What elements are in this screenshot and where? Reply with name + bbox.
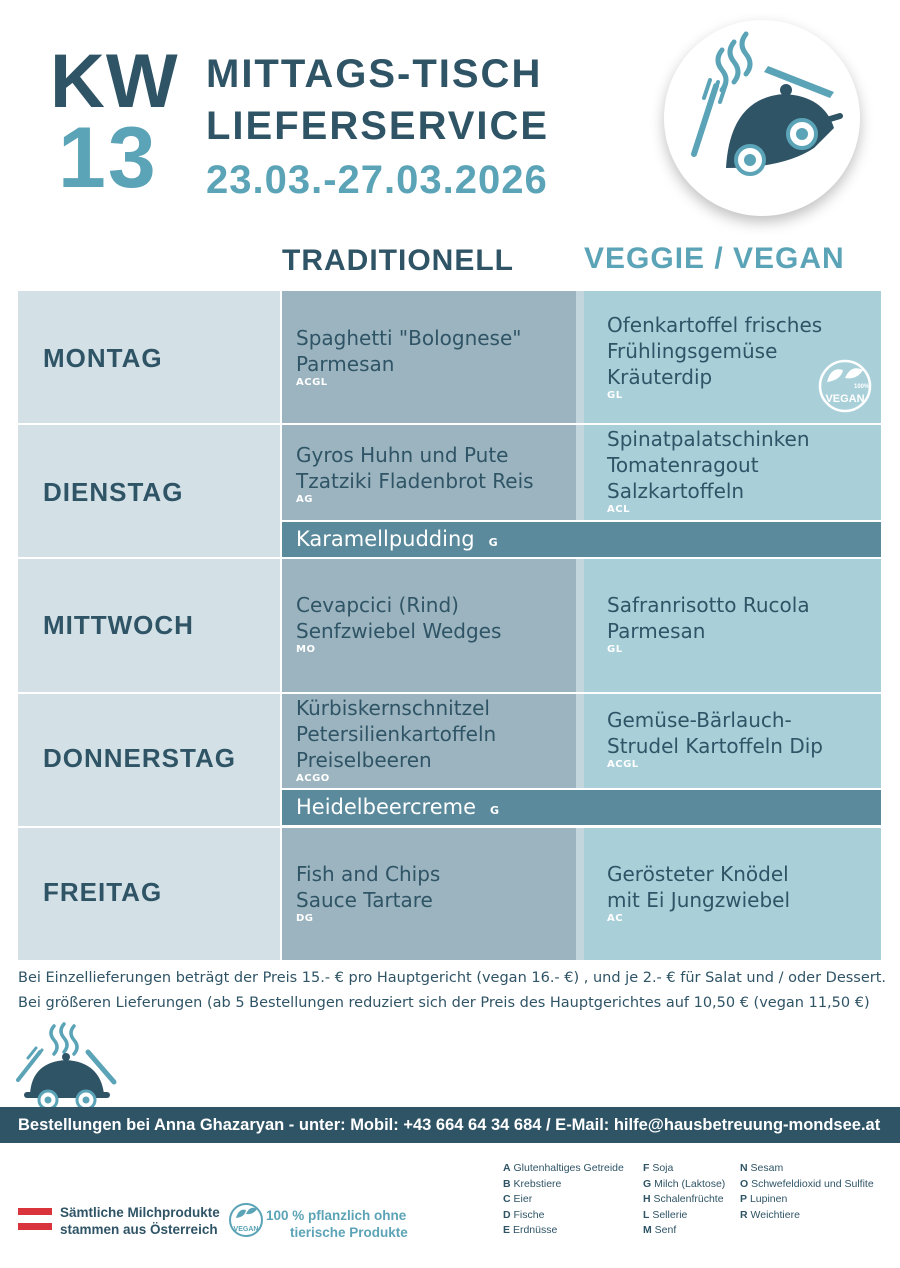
vegan-note (266, 1207, 408, 1241)
austria-flag-icon (18, 1208, 52, 1230)
allergen-codes: MO (296, 644, 316, 655)
dish-line: Gerösteter Knödel (607, 862, 789, 886)
dessert-name: Heidelbeercreme (296, 795, 476, 819)
dessert-allergens: G (490, 804, 500, 817)
column-separator (576, 694, 584, 788)
dish-line: Cevapcici (Rind) (296, 593, 459, 617)
day-name-thursday: DONNERSTAG (43, 743, 236, 773)
day-name-friday: FREITAG (43, 877, 163, 907)
dish-line: Salzkartoffeln (607, 479, 745, 503)
allergen-legend-col-1 (503, 1161, 624, 1239)
day-name-monday: MONTAG (43, 343, 163, 373)
dish-line: Senfzwiebel Wedges (296, 619, 502, 643)
day-name-wednesday: MITTWOCH (43, 610, 194, 640)
dish-line: Fish and Chips (296, 862, 441, 886)
dish-line: mit Ei Jungzwiebel (607, 888, 791, 912)
dish-line: Parmesan (607, 619, 706, 643)
price-note-single: Bei Einzellieferungen beträgt der Preis 15.- € pro Hauptgericht (vegan 16.- €) , und je 2.- € für Salat und / oder Dessert. (18, 970, 887, 986)
dish-line: Tzatziki Fladenbrot Reis (296, 469, 534, 493)
dairy-line-1: Sämtliche Milchprodukte (60, 1205, 220, 1220)
dish-line: Spaghetti "Bolognese" (296, 326, 522, 350)
dish-trad-thursday (296, 695, 496, 784)
allergen-legend-col-3 (740, 1161, 874, 1223)
allergen-codes: GL (607, 390, 623, 401)
title-line-2: LIEFERSERVICE (206, 104, 550, 148)
delivery-cloche-small-icon (14, 1022, 118, 1112)
dish-line: Kürbiskernschnitzel (296, 696, 490, 720)
allergen-legend-col-2 (643, 1161, 725, 1239)
legend-item: O Schwefeldioxid und Sulfite (740, 1177, 874, 1190)
dessert-bar-tuesday (282, 522, 881, 557)
dish-line: Petersilienkartoffeln (296, 722, 497, 746)
svg-text:VEGAN: VEGAN (825, 393, 865, 405)
dish-line: Kräuterdip (607, 365, 713, 389)
dish-trad-friday (296, 861, 440, 924)
dish-trad-monday (296, 325, 521, 388)
dessert-allergens: G (488, 536, 499, 549)
logo-badge (664, 20, 860, 216)
dairy-line-2: stammen aus Österreich (60, 1222, 218, 1237)
delivery-cloche-logo-icon (664, 20, 860, 216)
allergen-codes: DG (296, 913, 314, 924)
legend-item: A Glutenhaltiges Getreide (503, 1162, 624, 1174)
dish-line: Frühlingsgemüse (607, 339, 778, 363)
dish-veg-tuesday (607, 426, 810, 515)
allergen-codes: ACGO (296, 773, 330, 784)
legend-item: N Sesam (740, 1162, 784, 1174)
kw-number: 13 (58, 110, 158, 206)
legend-item: C Eier (503, 1193, 533, 1205)
column-separator (576, 425, 584, 520)
date-range: 23.03.-27.03.2026 (206, 158, 548, 202)
legend-item: E Erdnüsse (503, 1224, 558, 1236)
allergen-codes: ACGL (607, 759, 639, 770)
day-name-tuesday: DIENSTAG (43, 477, 184, 507)
allergen-codes: GL (607, 644, 623, 655)
svg-text:100%: 100% (854, 384, 870, 390)
vegan-badge-small-icon (228, 1202, 264, 1238)
legend-item: L Sellerie (643, 1208, 688, 1221)
legend-item: P Lupinen (740, 1193, 788, 1205)
price-note-bulk: Bei größeren Lieferungen (ab 5 Bestellungen reduziert sich der Preis des Hauptgerichtes auf 10,50 € (vegan 11,50 €) (18, 995, 870, 1011)
title-line-1: MITTAGS-TISCH (206, 52, 543, 96)
dish-line: Gyros Huhn und Pute (296, 443, 509, 467)
legend-item: H Schalenfrüchte (643, 1193, 724, 1205)
dish-veg-monday (607, 312, 822, 401)
dish-trad-wednesday (296, 592, 501, 655)
dairy-origin-note (60, 1204, 220, 1238)
dish-line: Strudel Kartoffeln Dip (607, 734, 823, 758)
legend-item: B Krebstiere (503, 1177, 562, 1190)
column-header-veggie: VEGGIE / VEGAN (584, 242, 845, 275)
allergen-codes: ACL (607, 504, 630, 515)
vegan-line-1: 100 % pflanzlich ohne (266, 1208, 407, 1223)
dish-line: Spinatpalatschinken (607, 427, 810, 451)
dish-line: Sauce Tartare (296, 888, 433, 912)
dessert-bar-thursday (282, 790, 881, 825)
legend-item: D Fische (503, 1208, 545, 1221)
column-separator (576, 828, 584, 960)
dish-veg-thursday (607, 707, 823, 770)
column-header-traditional: TRADITIONELL (282, 244, 514, 277)
svg-text:VEGAN: VEGAN (233, 1226, 259, 1233)
column-separator (576, 291, 584, 423)
dish-line: Ofenkartoffel frisches (607, 313, 823, 337)
column-separator (576, 559, 584, 692)
dish-trad-tuesday (296, 442, 534, 505)
dish-line: Parmesan (296, 352, 395, 376)
vegan-line-2: tierische Produkte (290, 1225, 408, 1240)
dish-veg-wednesday (607, 592, 810, 655)
legend-item: F Soja (643, 1162, 674, 1174)
dessert-name: Karamellpudding (296, 527, 475, 551)
allergen-codes: AG (296, 494, 313, 505)
legend-item: M Senf (643, 1224, 677, 1236)
legend-item: G Milch (Laktose) (643, 1177, 726, 1190)
vegan-badge-icon (817, 358, 873, 414)
allergen-codes: AC (607, 913, 624, 924)
contact-bar: Bestellungen bei Anna Ghazaryan - unter: Mobil: +43 664 64 34 684 / E-Mail: hilfe@hausbetreuung-mondsee.at (0, 1107, 900, 1143)
kw-label: KW (50, 39, 179, 124)
dish-line: Gemüse-Bärlauch- (607, 708, 792, 732)
dish-veg-friday (607, 861, 790, 924)
legend-item: R Weichtiere (740, 1208, 800, 1221)
dish-line: Tomatenragout (607, 453, 759, 477)
dish-line: Preiselbeeren (296, 748, 432, 772)
allergen-codes: ACGL (296, 377, 328, 388)
dish-line: Safranrisotto Rucola (607, 593, 810, 617)
